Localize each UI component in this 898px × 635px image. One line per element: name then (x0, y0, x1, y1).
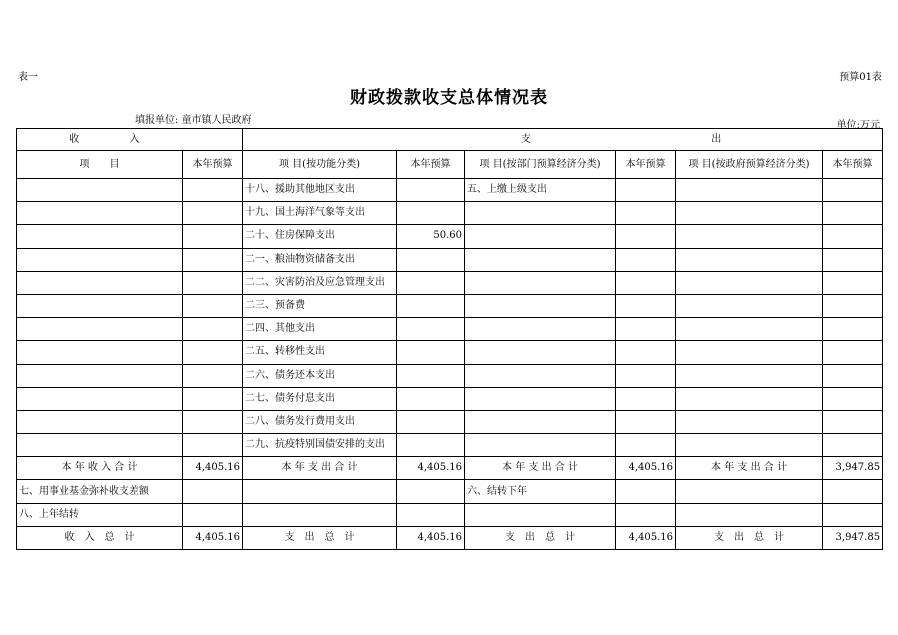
dept-total-label: 本 年 支 出 合 计 (465, 457, 616, 480)
dept-grand-amount: 4,405.16 (616, 526, 676, 549)
carry-forward-label: 六、结转下年 (465, 480, 616, 503)
table-row: 二七、债务付息支出 (17, 387, 883, 410)
func-grand-amount: 4,405.16 (397, 526, 465, 549)
page-title: 财政拨款收支总体情况表 (350, 88, 548, 108)
budget-table (16, 128, 883, 550)
table-row: 二二、灾害防治及应急管理支出 (17, 271, 883, 294)
dept-total-amount: 4,405.16 (616, 457, 676, 480)
income-total-amount: 4,405.16 (183, 457, 243, 480)
col-dept-budget: 本年预算 (616, 151, 676, 179)
gov-grand-label: 支 出 总 计 (676, 526, 823, 549)
grand-total-row (17, 526, 883, 549)
col-income-budget: 本年预算 (183, 151, 243, 179)
expense-group-header: 支 出 (243, 129, 883, 151)
form-code: 预算01表 (839, 72, 882, 83)
income-grand-label: 收 入 总 计 (17, 526, 183, 549)
prior-year-label: 八、上年结转 (17, 503, 183, 526)
money-unit: 单位:万元 (836, 120, 880, 131)
col-gov-budget: 本年预算 (823, 151, 883, 179)
table-row: 二四、其他支出 (17, 318, 883, 341)
gov-total-amount: 3,947.85 (823, 457, 883, 480)
gov-total-label: 本 年 支 出 合 计 (676, 457, 823, 480)
table-row (17, 503, 883, 526)
col-func-budget: 本年预算 (397, 151, 465, 179)
col-func-item: 项 目(按功能分类) (243, 151, 397, 179)
table-row: 十九、国土海洋气象等支出 (17, 202, 883, 225)
income-grand-amount: 4,405.16 (183, 526, 243, 549)
func-total-amount: 4,405.16 (397, 457, 465, 480)
header-row-group (17, 129, 883, 151)
header-row-columns (17, 151, 883, 179)
fund-balance-label: 七、用事业基金弥补收支差额 (17, 480, 183, 503)
gov-grand-amount: 3,947.85 (823, 526, 883, 549)
reporting-unit: 填报单位: 童市镇人民政府 (135, 115, 252, 126)
table-number: 表一 (18, 72, 38, 83)
dept-grand-label: 支 出 总 计 (465, 526, 616, 549)
table-row: 二五、转移性支出 (17, 341, 883, 364)
income-total-label: 本 年 收 入 合 计 (17, 457, 183, 480)
table-row: 二六、债务还本支出 (17, 364, 883, 387)
table-row: 二八、债务发行费用支出 (17, 410, 883, 433)
func-total-label: 本 年 支 出 合 计 (243, 457, 397, 480)
table-row: 二九、抗疫特别国债安排的支出 (17, 434, 883, 457)
totals-row (17, 457, 883, 480)
func-grand-label: 支 出 总 计 (243, 526, 397, 549)
table-row: 十八、援助其他地区支出 五、上缴上级支出 (17, 179, 883, 202)
col-gov-item: 项 目(按政府预算经济分类) (676, 151, 823, 179)
table-row (17, 480, 883, 503)
table-row: 二三、预备费 (17, 294, 883, 317)
table-row: 二一、粮油物资储备支出 (17, 248, 883, 271)
col-dept-item: 项 目(按部门预算经济分类) (465, 151, 616, 179)
col-income-item: 项 目 (17, 151, 183, 179)
table-row: 二十、住房保障支出 50.60 (17, 225, 883, 248)
income-group-header: 收 入 (17, 129, 243, 151)
